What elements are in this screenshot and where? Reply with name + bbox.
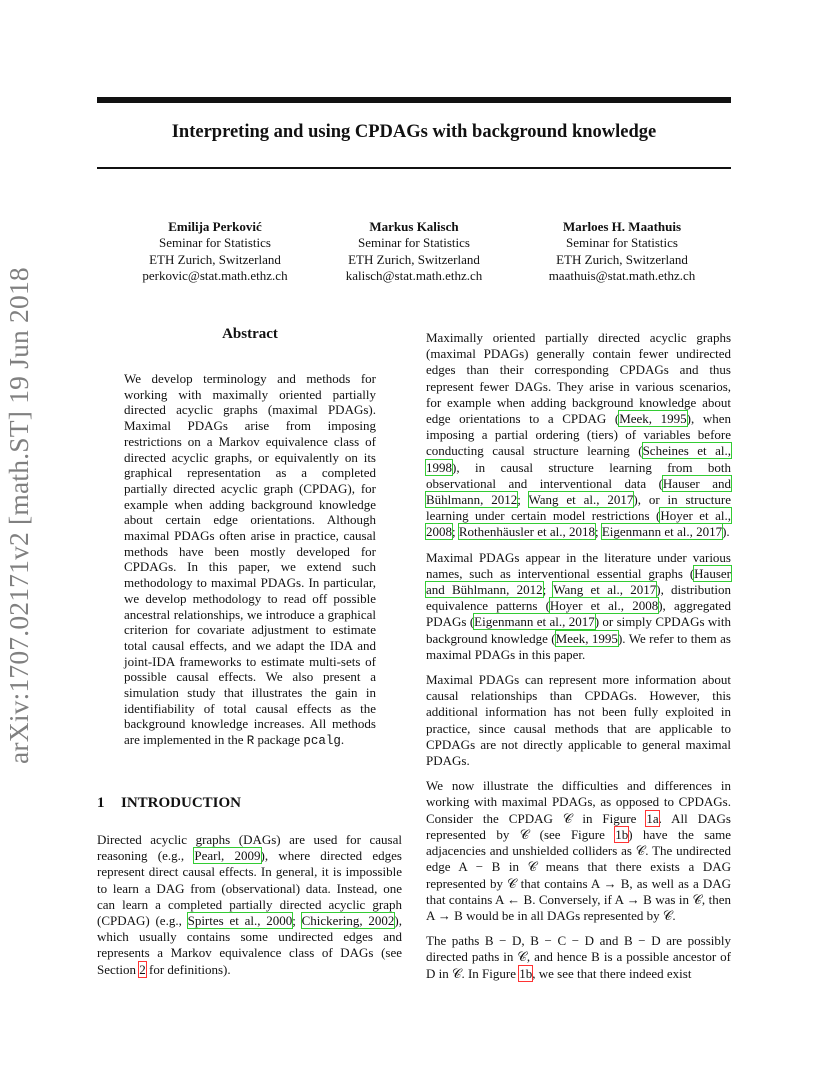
paragraph-5 (426, 933, 731, 982)
arxiv-stamp: arXiv:1707.02171v2 [math.ST] 19 Jun 2018 (3, 267, 34, 764)
author-name: Emilija Perković (168, 219, 262, 234)
citation-link[interactable]: Rothenhäusler et al., 2018 (458, 524, 595, 540)
author-name: Marloes H. Maathuis (562, 219, 682, 234)
text-run: The paths B − D, B − C − D and B − D are possibly directed paths in 𝒞, and hence B is a possible ancestor of D in 𝒞. In Figure (426, 933, 731, 981)
citation-link[interactable]: Hoyer et al., 2008 (549, 598, 659, 614)
author-location: ETH Zurich, Switzerland (348, 251, 480, 267)
citation-link[interactable]: Hauser and Bühlmann, 2012 (426, 475, 731, 508)
section-heading-introduction (97, 795, 241, 812)
citation-link[interactable]: Wang et al., 2017 (528, 492, 634, 508)
citation-link[interactable]: Eigenmann et al., 2017 (474, 614, 595, 630)
text-run: ), which usually contains some undirected edges and represents a Markov equivalence class of DAGs (see Section (97, 913, 402, 977)
text-run: Maximally oriented partially directed acyclic graphs (maximal PDAGs) generally contain fewer undirected edges than their corresponding CPDAGs and thus represent fewer DAGs. They arise in various scenarios, for example when adding background knowledge about edge orientations to a CPDAG ( (426, 330, 731, 427)
text-run: ), when imposing a partial ordering (tiers) of variables before conducting causal structure learning ( (426, 411, 731, 459)
author-email: kalisch@stat.math.ethz.ch (345, 267, 483, 283)
paragraph-1 (426, 330, 731, 541)
section-title: INTRODUCTION (121, 795, 242, 811)
paragraph-3: Maximal PDAGs can represent more information about causal relationships than CPDAGs. However, this additional information has not been fully exploited in practice, since causal methods that are applicable to CPDAGs are not directly applicable to general maximal PDAGs. (426, 672, 731, 769)
text-run: ), distribution equivalence patterns ( (426, 582, 731, 614)
author-affiliation: Seminar for Statistics (566, 235, 678, 251)
figure-ref-link[interactable]: 1b (519, 965, 533, 981)
abstract-text (124, 371, 376, 750)
intro-right-column (426, 330, 731, 991)
code-pcalg: pcalg (303, 734, 341, 749)
intro-left-column (97, 832, 402, 978)
text-run: ), in causal structure learning from both observational and interventional data ( (426, 459, 731, 491)
text-run: ). We refer to them as maximal PDAGs in this paper. (426, 630, 731, 662)
figure-ref-link[interactable]: 1b (615, 826, 629, 842)
abstract-body-mid: package (257, 732, 301, 748)
paper-title: Interpreting and using CPDAGs with background knowledge (171, 122, 657, 142)
citation-link[interactable]: Hauser and Bühlmann, 2012 (426, 565, 731, 598)
text-run: ), where directed edges represent direct causal effects. In general, it is impossible to learn a DAG from (observational) data. Instead, one can learn a completed partially directed acyclic graph (CPDAG) (e.g., (97, 848, 402, 929)
text-run: . All DAGs represented by 𝒞 (see Figure (426, 810, 731, 842)
text-run: ; (452, 524, 459, 540)
intro-paragraph (97, 832, 402, 978)
text-run: for definitions). (145, 961, 231, 977)
text-run: ; (517, 492, 529, 508)
section-ref-link[interactable]: 2 (139, 961, 146, 977)
author-location: ETH Zurich, Switzerland (149, 251, 281, 267)
text-run: ), or in structure learning under certain model restrictions ( (426, 492, 731, 524)
citation-link[interactable]: Hoyer et al., 2008 (426, 508, 731, 540)
citation-link[interactable]: Meek, 1995 (619, 411, 687, 427)
citation-link[interactable]: Wang et al., 2017 (553, 582, 657, 598)
text-run: ; (594, 524, 602, 540)
author-affiliation: Seminar for Statistics (358, 235, 470, 251)
text-run: Maximal PDAGs appear in the literature under various names, such as interventional essential graphs ( (426, 549, 731, 581)
author-location: ETH Zurich, Switzerland (556, 251, 688, 267)
figure-ref-link[interactable]: 1a (646, 810, 659, 826)
author-email: perkovic@stat.math.ethz.ch (142, 267, 288, 283)
text-run: ) have the same adjacencies and unshielded colliders as 𝒞. The undirected edge A − B in 𝒞 means that there exists a DAG represented by 𝒞 that contains A → B, as well as a DAG that contains A ← B. Conversely, if A → B was in 𝒞, then A → B would be in all DAGs represented by 𝒞. (426, 826, 731, 923)
abstract-body-end: . (340, 732, 345, 748)
author-block-3 (512, 219, 732, 284)
text-run: ) or simply CPDAGs with background knowledge ( (426, 614, 731, 646)
title-rule-top (97, 97, 731, 103)
citation-link[interactable]: Scheines et al., 1998 (426, 443, 731, 475)
text-run: ). (722, 524, 730, 540)
paragraph-2 (426, 550, 731, 663)
abstract-heading: Abstract (222, 326, 278, 342)
author-affiliation: Seminar for Statistics (159, 235, 271, 251)
citation-link[interactable]: Meek, 1995 (555, 630, 618, 646)
author-email: maathuis@stat.math.ethz.ch (548, 267, 696, 283)
abstract-body: We develop terminology and methods for working with maximally oriented partially directed acyclic graphs (maximal PDAGs). Maximal PDAGs arise from imposing restrictions on a Markov equivalence class of directed acyclic graphs, or equivalently on its graphical representation as a completed partially directed acyclic graph (CPDAG), for example when adding background knowledge about certain edge orientations. Although maximal PDAGs often arise in practice, causal methods have been mostly developed for CPDAGs. In this paper, we extend such methodology to maximal PDAGs. In particular, we develop methodology to read off possible ancestral relationships, we introduce a graphical criterion for covariate adjustment to estimate total causal effects, and we adapt the IDA and joint-IDA frameworks to estimate multi-sets of possible causal effects. We also present a simulation study that illustrates the gain in identifiability of total causal effects as the background knowledge increases. All methods are implemented in the (124, 371, 376, 748)
paragraph-4 (426, 778, 731, 924)
citation-link[interactable]: Spirtes et al., 2000 (187, 913, 293, 929)
text-run: ), aggregated PDAGs ( (426, 598, 731, 630)
code-r: R (246, 734, 255, 749)
text-run: , we see that there indeed exist (532, 965, 692, 981)
author-name: Markus Kalisch (369, 219, 459, 234)
section-number: 1 (97, 795, 105, 811)
citation-link[interactable]: Eigenmann et al., 2017 (601, 524, 723, 540)
author-block-2 (304, 219, 524, 284)
text-run: ; (292, 913, 302, 929)
text-run: We now illustrate the difficulties and differences in working with maximal PDAGs, as opposed to CPDAGs. Consider the CPDAG 𝒞 in Figure (426, 778, 731, 826)
author-block-1 (105, 219, 325, 284)
citation-link[interactable]: Chickering, 2002 (301, 913, 395, 929)
citation-link[interactable]: Pearl, 2009 (194, 848, 261, 864)
title-rule-bottom (97, 167, 731, 169)
text-run: Directed acyclic graphs (DAGs) are used for causal reasoning (e.g., (97, 832, 402, 864)
text-run: ; (542, 582, 554, 598)
